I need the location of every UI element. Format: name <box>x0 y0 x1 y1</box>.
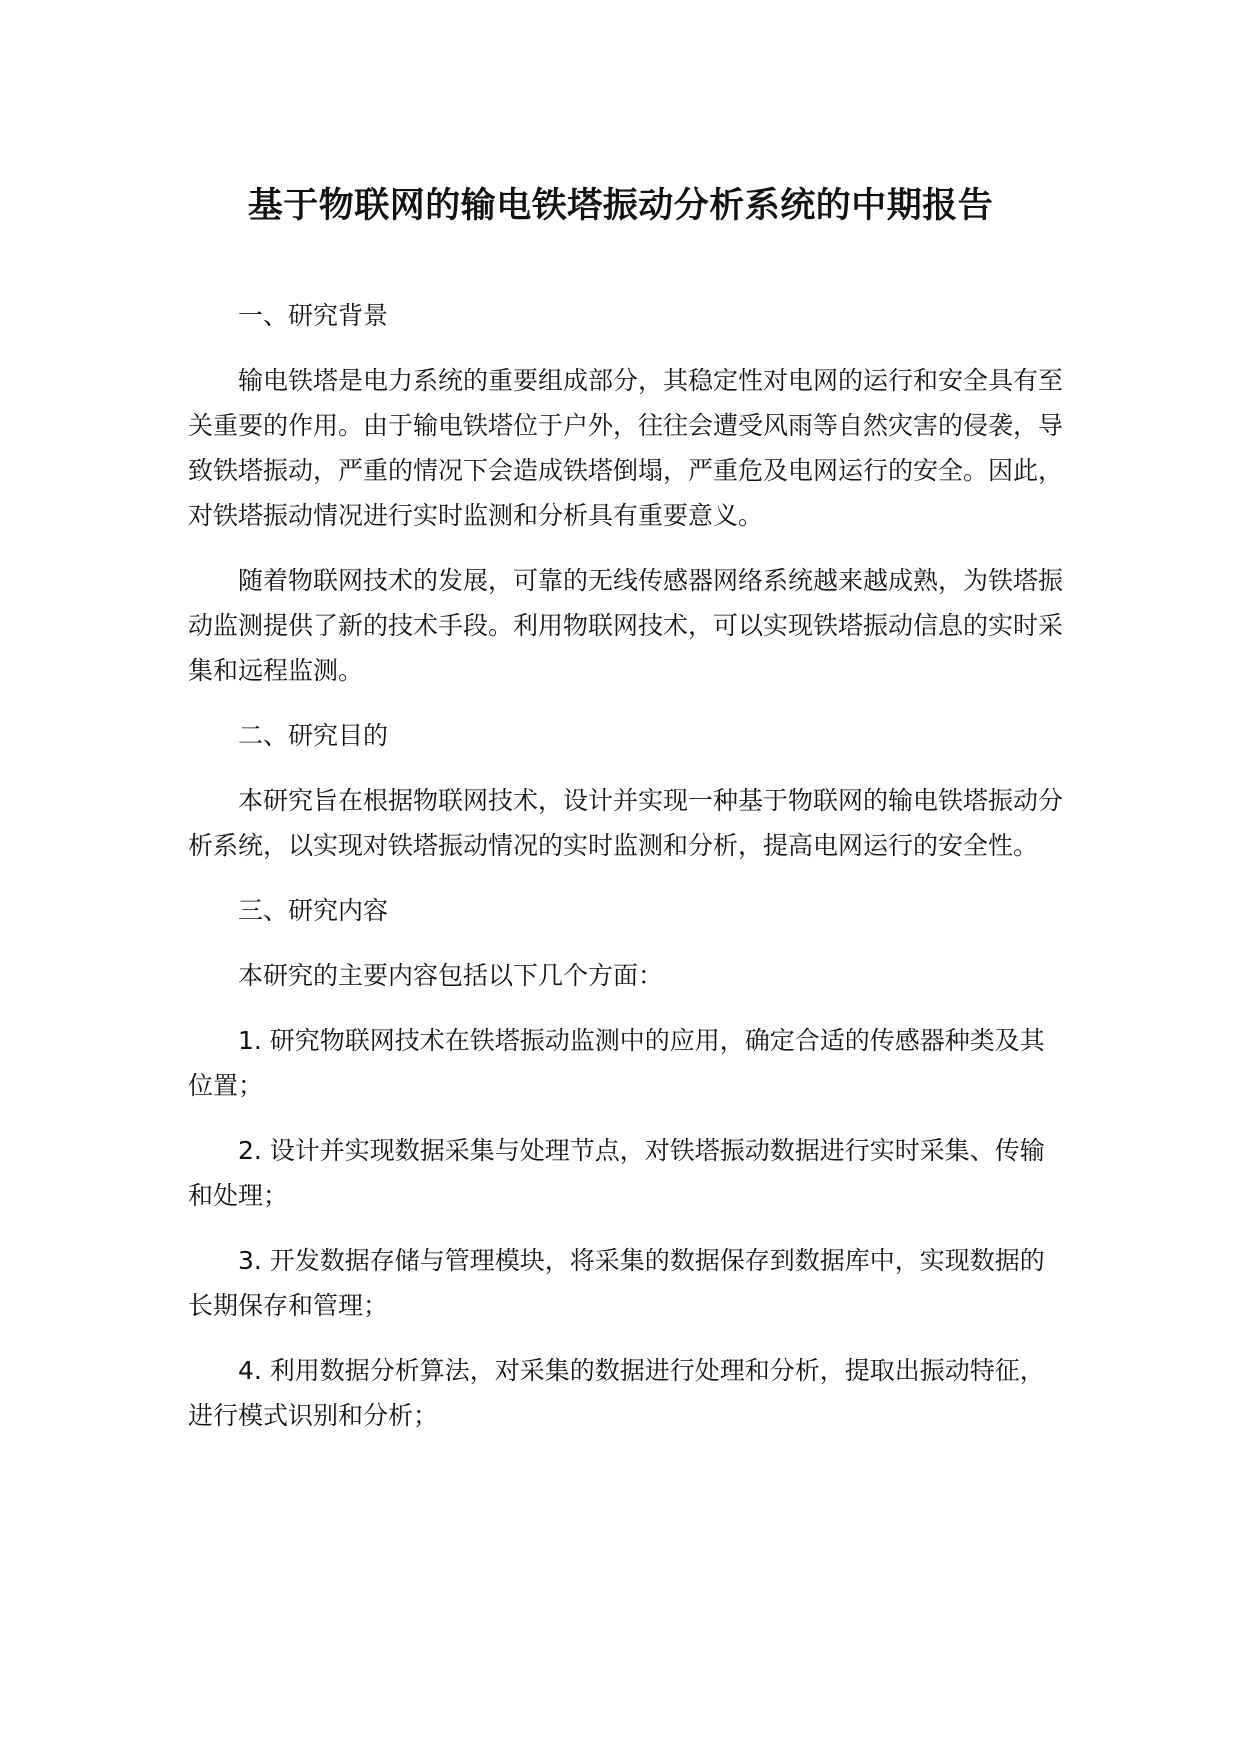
paragraph: 本研究旨在根据物联网技术，设计并实现一种基于物联网的输电铁塔振动分析系统，以实现对铁塔振动情况的实时监测和分析，提高电网运行的安全性。 <box>188 786 1064 860</box>
document-title: 基于物联网的输电铁塔振动分析系统的中期报告 <box>247 186 994 226</box>
list-item: 3. 开发数据存储与管理模块，将采集的数据保存到数据库中，实现数据的长期保存和管理； <box>188 1246 1045 1320</box>
section-background <box>188 293 1068 693</box>
list-item: 4. 利用数据分析算法，对采集的数据进行处理和分析，提取出振动特征，进行模式识别和分析； <box>188 1356 1045 1430</box>
section-heading: 一、研究背景 <box>238 301 389 330</box>
paragraph: 输电铁塔是电力系统的重要组成部分，其稳定性对电网的运行和安全具有至关重要的作用。由于输电铁塔位于户外，往往会遭受风雨等自然灾害的侵袭，导致铁塔振动，严重的情况下会造成铁塔倒塌，严重危及电网运行的安全。因此，对铁塔振动情况进行实时监测和分析具有重要意义。 <box>188 366 1064 530</box>
section-purpose <box>188 713 1068 868</box>
paragraph: 随着物联网技术的发展，可靠的无线传感器网络系统越来越成熟，为铁塔振动监测提供了新的技术手段。利用物联网技术，可以实现铁塔振动信息的实时采集和远程监测。 <box>188 566 1064 685</box>
section-heading: 三、研究内容 <box>238 896 389 925</box>
section-content <box>188 888 1068 1438</box>
document-body <box>188 293 1068 1458</box>
list-item: 2. 设计并实现数据采集与处理节点，对铁塔振动数据进行实时采集、传输和处理； <box>188 1136 1045 1210</box>
list-item: 1. 研究物联网技术在铁塔振动监测中的应用，确定合适的传感器种类及其位置； <box>188 1026 1045 1100</box>
section-heading: 二、研究目的 <box>238 721 389 750</box>
paragraph: 本研究的主要内容包括以下几个方面： <box>238 961 664 990</box>
